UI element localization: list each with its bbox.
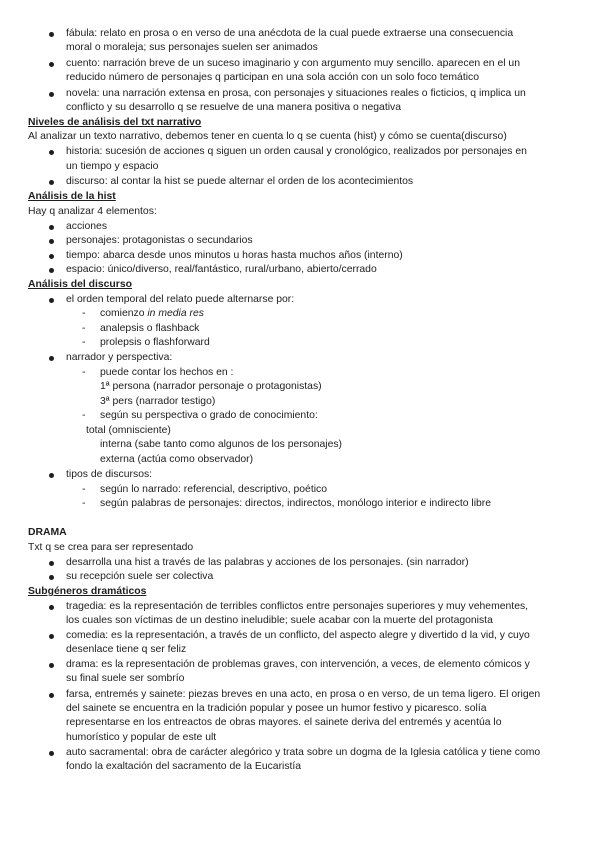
- list-item-novela: novela: una narración extensa en prosa, con personajes y situaciones reales o ficticios, q implica un: [66, 88, 526, 99]
- sub-item-externa: externa (actúa como observador): [100, 454, 254, 465]
- list-item-comedia: comedia: es la representación, a través de un conflicto, del aspecto alegre y divertido d la vid, y cuyo: [66, 630, 530, 641]
- list-item-fabula: fábula: relato en prosa o en verso de una anécdota de la cual puede extraerse una consecuencia: [66, 28, 514, 39]
- list-item-drama: drama: es la representación de problemas graves, con intervención, a veces, de elemento cómicos y: [66, 659, 530, 670]
- sub-item-tercera: 3ª pers (narrador testigo): [100, 396, 216, 407]
- list-item-historia-cont: un tiempo y espacio: [66, 161, 159, 172]
- analisis-hist-intro: Hay q analizar 4 elementos:: [28, 206, 157, 217]
- list-item-drama-cont: su final suele ser sombrío: [66, 673, 185, 684]
- heading-analisis-discurso: Análisis del discurso: [28, 279, 132, 290]
- niveles-intro: Al analizar un texto narrativo, debemos tener en cuenta lo q se cuenta (hist) y cómo se cuenta(discurso): [28, 131, 507, 142]
- list-item-historia: historia: sucesión de acciones q siguen un orden causal y cronológico, realizados por personajes en: [66, 146, 527, 157]
- sub-item-segun-perspectiva: según su perspectiva o grado de conocimiento:: [100, 410, 318, 421]
- dash-marker: -: [82, 337, 86, 348]
- list-item-farsa: farsa, entremés y sainete: piezas breves en una acto, en prosa o en verso, de un tema ligero. El origen: [66, 689, 541, 700]
- list-item-tipos: tipos de discursos:: [66, 469, 153, 480]
- sub-item-comienzo: [100, 307, 204, 321]
- list-item-discurso: discurso: al contar la hist se puede alternar el orden de los acontecimientos: [66, 176, 414, 187]
- list-item-farsa-cont: representarse en los entreactos de obras mayores. el sainete deriva del entremés y acentúa lo: [66, 717, 502, 728]
- sub-item-total: total (omnisciente): [86, 425, 171, 436]
- list-item-fabula-cont: moral o moraleja; sus personajes suelen ser animados: [66, 42, 318, 53]
- list-item: espacio: único/diverso, real/fantástico, rural/urbano, abierto/cerrado: [66, 264, 377, 275]
- list-item-cuento: cuento: narración breve de un suceso imaginario y con argumento muy sencillo. aparecen en el un: [66, 58, 520, 69]
- list-item: acciones: [66, 221, 108, 232]
- sub-item-primera: 1ª persona (narrador personaje o protagonistas): [100, 381, 322, 392]
- list-item-farsa-cont: del sainete se encuentra en la tradición popular y posee un humor festivo y picaresco. solía: [66, 703, 487, 714]
- list-item-auto-cont: fondo la exaltación del sacramento de la Eucaristía: [66, 761, 302, 772]
- dash-marker: -: [82, 410, 86, 421]
- sub-item-analepsis: analepsis o flashback: [100, 323, 200, 334]
- sub-item-segun-palabras: según palabras de personajes: directos, indirectos, monólogo interior e indirecto libre: [100, 498, 492, 509]
- comienzo-italic: in media res: [147, 308, 204, 319]
- dash-marker: -: [82, 323, 86, 334]
- list-item-comedia-cont: desenlace tiene q ser feliz: [66, 644, 187, 655]
- dash-marker: -: [82, 367, 86, 378]
- heading-niveles: Niveles de análisis del txt narrativo: [28, 117, 202, 128]
- list-item-farsa-cont: humorístico y popular de este ult: [66, 732, 217, 743]
- heading-subgeneros: Subgéneros dramáticos: [28, 586, 147, 597]
- list-item-auto: auto sacramental: obra de carácter alegórico y trata sobre un dogma de la Iglesia católica y tiene como: [66, 747, 541, 758]
- section-title-drama: DRAMA: [28, 527, 67, 538]
- dash-marker: -: [82, 308, 86, 319]
- list-item: su recepción suele ser colectiva: [66, 571, 214, 582]
- list-item-narrador: narrador y perspectiva:: [66, 352, 173, 363]
- heading-analisis-hist: Análisis de la hist: [28, 191, 116, 202]
- drama-intro: Txt q se crea para ser representado: [28, 542, 194, 553]
- list-item: personajes: protagonistas o secundarios: [66, 235, 253, 246]
- list-item-cuento-cont: reducido número de personajes q participan en una sola acción con un solo foco temático: [66, 72, 479, 83]
- list-item-orden: el orden temporal del relato puede alternarse por:: [66, 294, 295, 305]
- list-item: desarrolla una hist a través de las palabras y acciones de los personajes. (sin narrador): [66, 557, 469, 568]
- list-item: tiempo: abarca desde unos minutos u horas hasta muchos años (interno): [66, 250, 403, 261]
- comienzo-text: comienzo: [100, 308, 148, 319]
- sub-item-segun-narrado: según lo narrado: referencial, descriptivo, poético: [100, 484, 327, 495]
- list-item-tragedia: tragedia: es la representación de terribles conflictos entre personajes superiores y muy vehementes,: [66, 601, 529, 612]
- list-item-novela-cont: conflicto y su desarrollo q se resuelve de una manera positiva o negativa: [66, 102, 402, 113]
- list-item-tragedia-cont: los cuales son víctimas de un destino ineludible; suele acabar con la muerte del protagonista: [66, 615, 493, 626]
- sub-item-prolepsis: prolepsis o flashforward: [100, 337, 210, 348]
- sub-item-puede-contar: puede contar los hechos en :: [100, 367, 234, 378]
- dash-marker: -: [82, 484, 86, 495]
- sub-item-interna: interna (sabe tanto como algunos de los personajes): [100, 439, 343, 450]
- dash-marker: -: [82, 498, 86, 509]
